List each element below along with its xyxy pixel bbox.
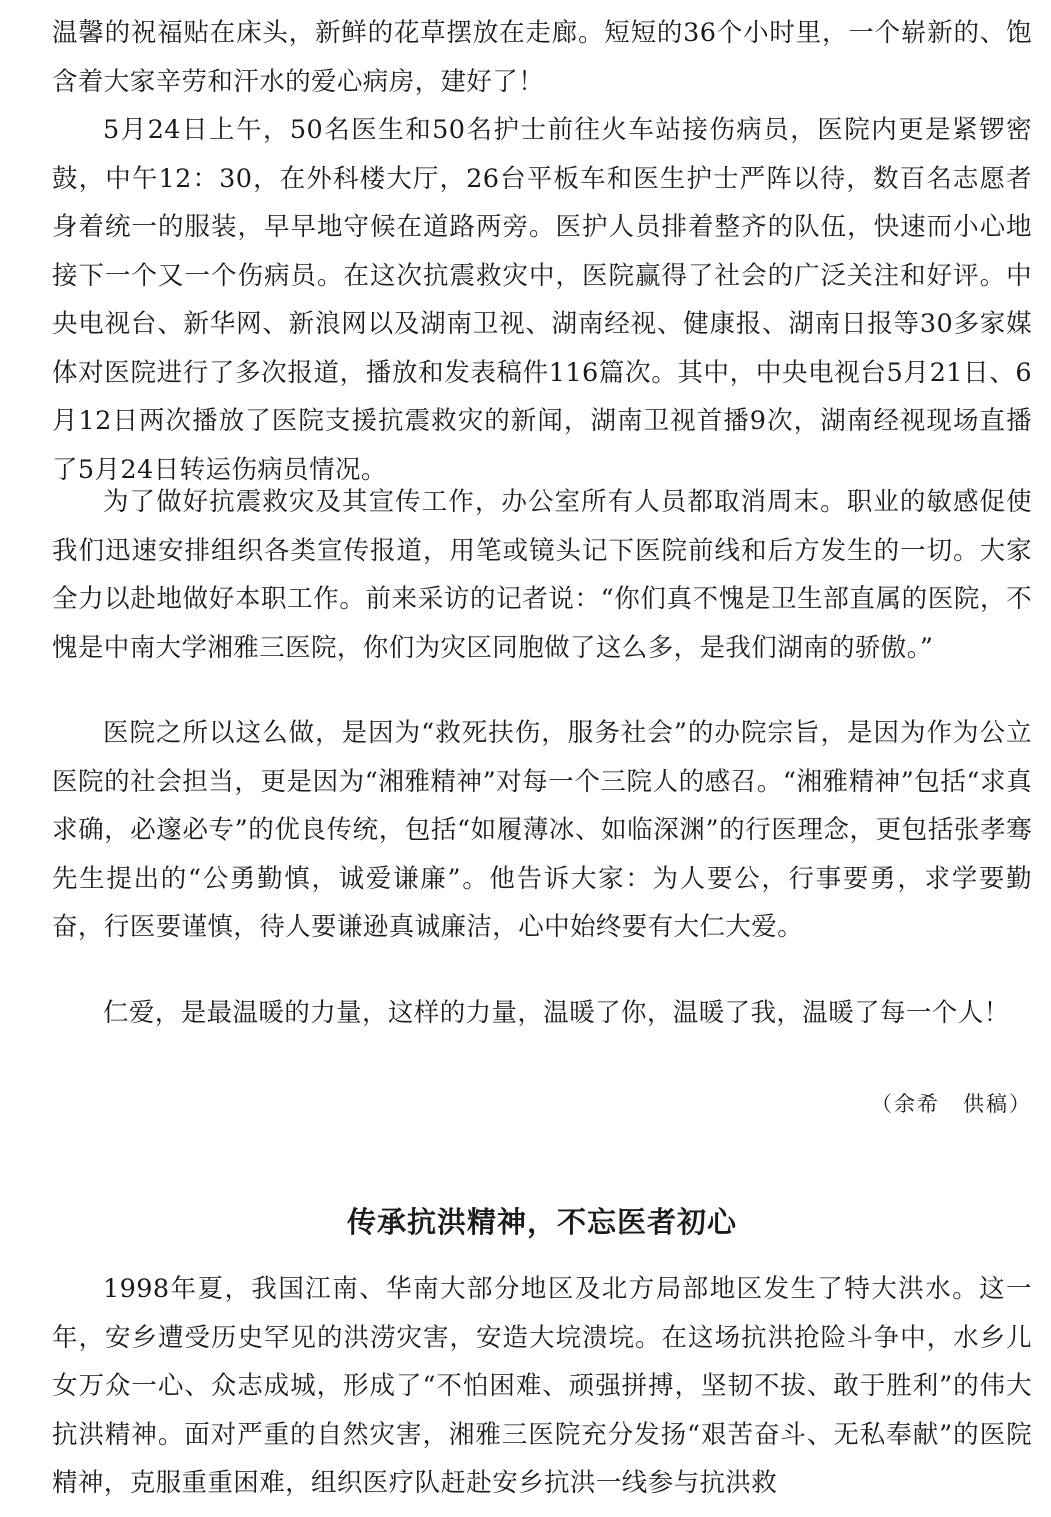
paragraph-3: 为了做好抗震救灾及其宣传工作，办公室所有人员都取消周末。职业的敏感促使我们迅速安排组织各类宣传报道，用笔或镜头记下医院前线和后方发生的一切。大家全力以赴地做好本职工作。前来采访的记者说：“你们真不愧是卫生部直属的医院，不愧是中南大学湘雅三医院，你们为灾区同胞做了这么多，是我们湖南的骄傲。” <box>52 487 1032 663</box>
paragraph-1: 温馨的祝福贴在床头，新鲜的花草摆放在走廊。短短的36个小时里，一个崭新的、饱含着大家辛劳和汗水的爱心病房，建好了！ <box>52 18 1032 97</box>
paragraph-4: 医院之所以这么做，是因为“救死扶伤，服务社会”的办院宗旨，是因为作为公立医院的社会担当，更是因为“湘雅精神”对每一个三院人的感召。“湘雅精神”包括“求真求确，必邃必专”的优良传统，包括“如履薄冰、如临深渊”的行医理念，更包括张孝骞先生提出的“公勇勤慎，诚爱谦廉”。他告诉大家：为人要公，行事要勇，求学要勤奋，行医要谨慎，待人要谦逊真诚廉洁，心中始终要有大仁大爱。 <box>52 718 1032 942</box>
paragraph-6: 1998年夏，我国江南、华南大部分地区及北方局部地区发生了特大洪水。这一年，安乡遭受历史罕见的洪涝灾害，安造大垸溃垸。在这场抗洪抢险斗争中，水乡儿女万众一心、众志成城，形成了“不怕困难、顽强拼搏，坚韧不拔、敢于胜利”的伟大抗洪精神。面对严重的自然灾害，湘雅三医院充分发扬“艰苦奋斗、无私奉献”的医院精神，克服重重困难，组织医疗队赶赴安乡抗洪一线参与抗洪救 <box>52 1274 1032 1498</box>
article-title: 传承抗洪精神，不忘医者初心 <box>346 1205 737 1240</box>
paragraph-2: 5月24日上午，50名医生和50名护士前往火车站接伤病员，医院内更是紧锣密鼓，中午12：30，在外科楼大厅，26台平板车和医生护士严阵以待，数百名志愿者身着统一的服装，早早地守候在道路两旁。医护人员排着整齐的队伍，快速而小心地接下一个又一个伤病员。在这次抗震救灾中，医院赢得了社会的广泛关注和好评。中央电视台、新华网、新浪网以及湖南卫视、湖南经视、健康报、湖南日报等30多家媒体对医院进行了多次报道，播放和发表稿件116篇次。其中，中央电视台5月21日、6月12日两次播放了医院支援抗震救灾的新闻，湖南卫视首播9次，湖南经视现场直播了5月24日转运伤病员情况。 <box>52 115 1032 485</box>
article-source-credit: （余希 供稿） <box>871 1092 1032 1116</box>
paragraph-5: 仁爱，是最温暖的力量，这样的力量，温暖了你，温暖了我，温暖了每一个人！ <box>103 998 1010 1028</box>
